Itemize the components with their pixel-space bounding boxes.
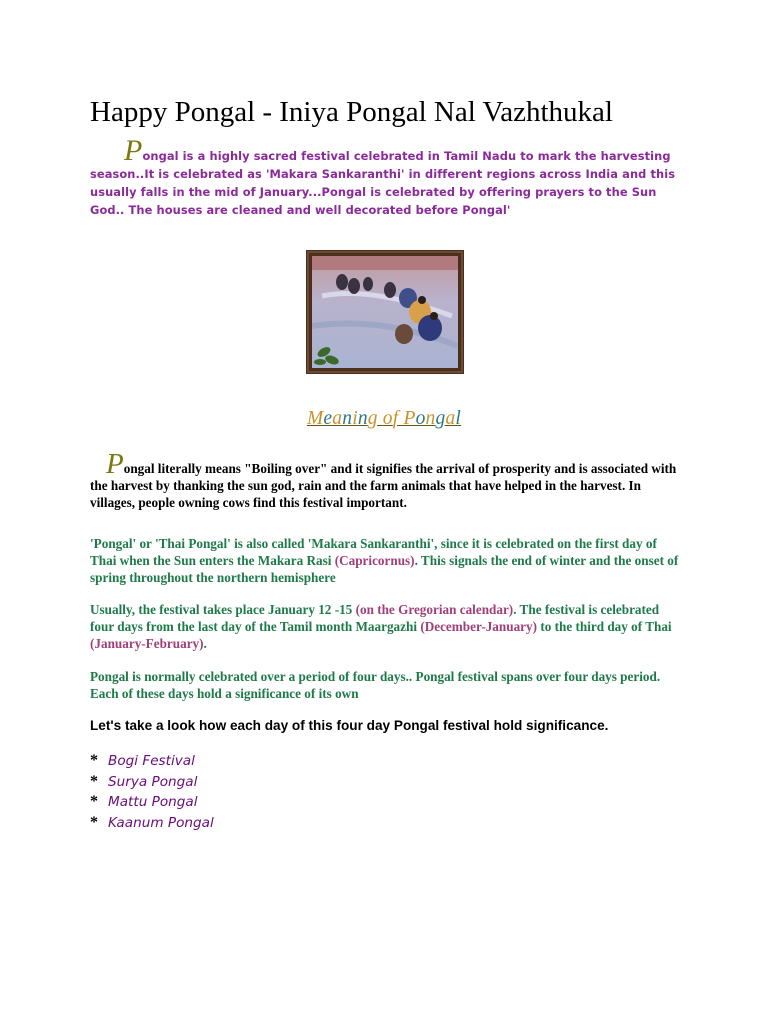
days-list <box>90 752 214 835</box>
meaning-heading <box>0 408 768 430</box>
day-kaanum: Kaanum Pongal <box>108 815 214 832</box>
harvest-photo-image <box>312 256 458 368</box>
makara-text: 'Pongal' or 'Thai Pongal' is also called 'Makara Sankaranthi', since it is celebrated on the first day of Thai when the Sun enters the Makara Rasi <box>90 536 657 568</box>
heading-letter: a <box>445 408 456 429</box>
capricornus-note: (Capricornus) <box>334 553 415 568</box>
dates-text-end: . <box>203 636 207 651</box>
heading-letter: n <box>342 408 353 429</box>
dates-text-3: to the third day of Thai <box>537 619 672 634</box>
heading-letter: P <box>403 408 416 429</box>
makara-text-end: . This signals the end of winter and the onset of spring throughout the northern hemisphere <box>90 553 679 585</box>
heading-letter: n <box>357 408 368 429</box>
harvest-photo <box>306 250 464 374</box>
day-mattu: Mattu Pongal <box>108 794 198 811</box>
gregorian-note: (on the Gregorian calendar) <box>355 602 514 617</box>
heading-letter: l <box>455 408 462 429</box>
day-surya: Surya Pongal <box>108 773 198 790</box>
dates-text: Usually, the festival takes place January 12 -15 <box>90 602 356 617</box>
heading-letter: g <box>435 408 446 429</box>
dates-text-2: . The festival is celebrated four days from the last day of the Tamil month Maargazhi <box>90 602 660 634</box>
list-item <box>90 814 214 835</box>
list-item <box>90 793 214 814</box>
jan-feb-note: (January-February) <box>90 636 204 651</box>
bullet: * <box>90 752 98 769</box>
four-days-paragraph: Pongal is normally celebrated over a period of four days.. Pongal festival spans over four days period. Each of these days hold a significance of its own <box>90 669 661 701</box>
look-heading: Let's take a look how each day of this four day Pongal festival hold significance. <box>90 718 609 733</box>
heading-letter: a <box>332 408 343 429</box>
dates-paragraph <box>90 601 680 652</box>
intro-paragraph <box>90 134 680 219</box>
dec-jan-note: (December-January) <box>420 619 538 634</box>
heading-letter: M <box>306 408 324 429</box>
intro-dropcap: P <box>124 134 143 167</box>
list-item <box>90 752 214 773</box>
heading-letter: o <box>382 408 393 429</box>
meaning-paragraph <box>90 448 680 511</box>
heading-letter: i <box>352 408 358 429</box>
heading-letter: g <box>367 408 378 429</box>
heading-letter: f <box>392 408 399 429</box>
meaning-heading-letters <box>307 408 461 429</box>
meaning-text: ongal literally means "Boiling over" and it signifies the arrival of prosperity and is associated with the harvest by thanking the sun god, rain and the farm animals that have helped in the harvest. In villages, people owning cows find this festival important. <box>90 461 677 510</box>
day-bogi: Bogi Festival <box>108 753 195 769</box>
makara-paragraph <box>90 535 680 586</box>
meaning-dropcap: P <box>106 448 124 480</box>
list-item <box>90 773 214 794</box>
heading-letter: e <box>323 408 333 429</box>
bullet: * <box>90 772 98 790</box>
heading-letter: n <box>425 408 436 429</box>
heading-letter: o <box>415 408 426 429</box>
bullet: * <box>90 814 98 832</box>
bullet: * <box>90 793 98 811</box>
intro-text: ongal is a highly sacred festival celebrated in Tamil Nadu to mark the harvesting season..It is celebrated as 'Makara Sankaranthi' in different regions across India and this usually falls in the mid of January...Pongal is celebrated by offering prayers to the Sun God.. The houses are cleaned and well decorated before Pongal' <box>90 149 676 217</box>
page-title: Happy Pongal - Iniya Pongal Nal Vazhthukal <box>90 96 613 128</box>
